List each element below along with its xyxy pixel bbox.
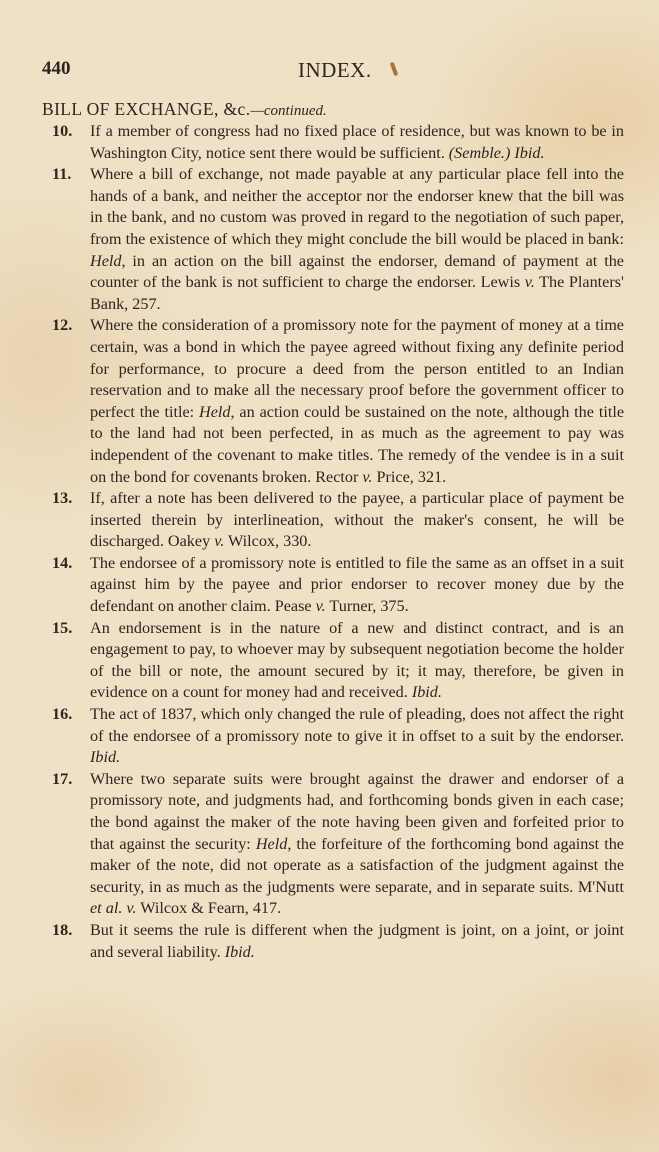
text-run: , the forfeiture of the forthcoming bond against the maker of the note, did not operate as a satisfaction of the judgment against the security, in as much as the judgments were separate, and in separate suits. M'Nutt: [90, 834, 624, 896]
entry-number: 16.: [52, 705, 73, 724]
italic-text: Held: [199, 402, 231, 421]
italic-text: (Semble.): [448, 143, 511, 162]
index-entry: [52, 488, 624, 553]
entry-text: [90, 165, 624, 313]
text-run: Wilcox & Fearn, 417.: [136, 899, 282, 918]
section-title: BILL OF EXCHANGE, &c.: [42, 99, 251, 119]
text-run: Wilcox, 330.: [224, 532, 312, 551]
italic-text: v.: [362, 467, 373, 486]
entry-text: [90, 619, 624, 702]
text-run: Where two separate suits were brought against the drawer and endorser of a promissory note, and judgments had, and forthcoming bonds given in each case; the bond against the maker of the note having been given and forfeited prior to that against the security:: [90, 769, 624, 853]
text-run: The endorsee of a promissory note is entitled to file the same as an offset in a suit against him by the payee and prior endorser to recover money due by the defendant on another claim. Pease: [90, 553, 624, 616]
entry-number: 10.: [52, 122, 73, 140]
entry-number: 12.: [52, 316, 73, 335]
italic-text: Ibid.: [90, 748, 121, 767]
entry-text: [90, 770, 624, 918]
italic-text: Held: [90, 251, 122, 270]
entry-number: 18.: [52, 920, 73, 939]
text-run: , in an action on the bill against the endorser, demand of payment at the counter of the bank is not sufficient to charge the endorser. Lewis: [90, 251, 624, 292]
entry-number: 15.: [52, 618, 73, 637]
index-entry: [52, 704, 624, 769]
entry-text: [90, 921, 624, 961]
text-run: But it seems the rule is different when the judgment is joint, on a joint, or joint and several liability.: [90, 920, 624, 961]
text-run: Turner, 375.: [325, 597, 409, 616]
italic-text: v.: [315, 597, 326, 616]
section-continued: —continued.: [250, 103, 327, 119]
entry-text: [90, 489, 624, 550]
italic-text: v.: [214, 532, 225, 551]
section-heading: [42, 99, 327, 120]
text-run: If, after a note has been delivered to the payee, a particular place of payment be inserted therein by interlineation, without the maker's consent, he will be discharged. Oakey: [90, 489, 624, 551]
ink-mark: [390, 62, 399, 77]
entry-number: 17.: [52, 769, 73, 788]
text-run: Price, 321.: [372, 467, 447, 486]
index-entry: [52, 553, 624, 618]
entry-number: 13.: [52, 489, 73, 508]
index-entry: [52, 315, 624, 488]
text-run: , an action could be sustained on the note, although the title to the land had not been perfected, in as much as the agreement to pay was independent of the covenant to make titles. The remedy of the vendee is in a suit on the bond for covenants broken. Rector: [90, 402, 625, 486]
italic-text: et al. v.: [90, 899, 137, 918]
page-header: [42, 58, 622, 82]
italic-text: Ibid.: [514, 143, 545, 162]
index-entry: [52, 920, 624, 963]
text-run: An endorsement is in the nature of a new and distinct contract, and is an engagement to pay, to whoever may by subsequent negotiation become the holder of the bill or note, the amount secured by it; it may, therefore, be given in evidence on a count for money had and received.: [90, 618, 624, 702]
page-number: 440: [42, 58, 71, 79]
italic-text: Ibid.: [224, 942, 255, 961]
index-entry: [52, 164, 624, 315]
entry-number: 14.: [52, 553, 73, 572]
index-entry: [52, 121, 624, 164]
text-run: If a member of congress had no fixed place of residence, but was known to be in Washington City, notice sent there would be sufficient.: [90, 122, 624, 162]
entry-text: [90, 316, 624, 485]
text-run: Where a bill of exchange, not made payable at any particular place fell into the hands of a bank, and neither the acceptor nor the endorser knew that the bill was in the bank, and no custom was proved in regard to the negotiation of such paper, from the existence of which they might conclude the bill would be placed in bank:: [90, 165, 624, 248]
text-run: The act of 1837, which only changed the rule of pleading, does not affect the right of the endorsee of a promissory note to give it in offset to a suit by the endorser.: [90, 705, 624, 745]
index-entry: [52, 618, 624, 704]
text-run: Where the consideration of a promissory note for the payment of money at a time certain, was a bond in which the payee agreed without fixing any definite period for performance, to procure a deed from the person entitled to an Indian reservation and to make all the necessary proof before the government officer to perfect the title:: [90, 316, 624, 421]
entry-text: [90, 122, 624, 162]
entry-text: [90, 554, 624, 615]
index-entries: [52, 121, 624, 963]
entry-number: 11.: [52, 165, 72, 184]
entry-text: [90, 705, 624, 766]
italic-text: Ibid.: [411, 683, 442, 702]
italic-text: Held: [255, 834, 288, 853]
running-title: INDEX.: [298, 58, 372, 82]
text-run: The Planters' Bank, 257.: [90, 273, 624, 313]
index-entry: [52, 769, 624, 920]
italic-text: v.: [524, 273, 535, 292]
